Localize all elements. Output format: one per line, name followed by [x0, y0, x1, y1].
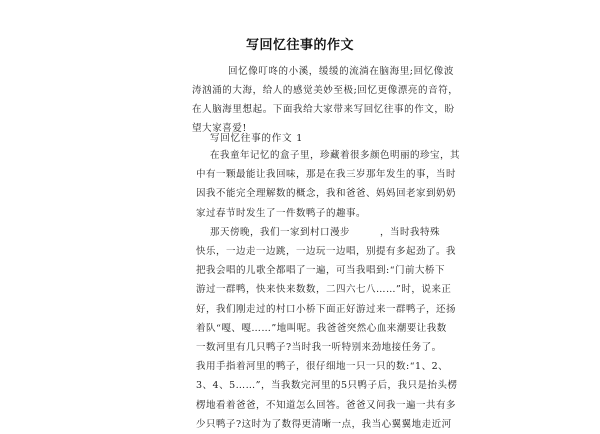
body-line: 我用手指着河里的鸭子，很仔细地一只一只的数:“1、2、: [196, 361, 449, 373]
body-line: 少只鸭子?这时为了数得更清晰一点，我当心翼翼地走近河: [196, 418, 452, 430]
body-line: 把我会唱的儿歌全都唱了一遍，可当我唱到:“门前大桥下: [196, 265, 446, 277]
body-line: 因我不能完全理解数的概念，我和爸爸、妈妈回老家到奶奶: [196, 188, 457, 200]
body-line: 在我童年记忆的盒子里，珍藏着很多颜色明丽的珍宝，其: [210, 150, 461, 161]
body-line: 快乐，一边走一边跳，一边玩一边唱，别提有多起劲了。我: [196, 246, 457, 258]
body-line: 那天傍晚，我们一家到村口漫步 ，当时我特殊: [210, 226, 441, 238]
essay-body: [196, 146, 461, 434]
body-line: 一数河里有几只鸭子?当时我一听特别来劲地接任务了。: [196, 342, 442, 354]
body-line: 游过一群鸭，快来快来数数，二四六七八……”时，说来正: [196, 284, 452, 296]
section-heading: 写回忆往事的作文 1: [210, 133, 304, 144]
body-line: 好，我们刚走过的村口小桥下面正好游过来一群鸭子，还扬: [196, 303, 457, 315]
body-line: 中有一颗最能让我回味，那是在我三岁那年发生的事，当时: [196, 169, 457, 181]
body-line: 3、4、5……”，当我数完河里的5只鸭子后，我只是抬头楞: [196, 380, 458, 392]
intro-line: 回忆像叮咚的小溪，缓缓的流淌在脑海里;回忆像波: [228, 66, 455, 77]
body-line: 着队“嘎、嘎……”地叫呢。我爸爸突然心血来潮要让我数: [196, 322, 447, 334]
body-line: 楞地看着爸爸，不知道怎么回答。爸爸又问我一遍一共有多: [196, 399, 457, 411]
intro-line: 在人脑海里想起。下面我给大家带来写回忆往事的作文，盼: [192, 104, 455, 115]
document-title: 写回忆往事的作文: [245, 38, 354, 53]
intro-paragraph: [192, 62, 459, 138]
intro-line: 涛汹涌的大海，给人的感觉美妙至极;回忆更像漂亮的音符，: [192, 85, 459, 96]
body-line: 家过春节时发生了一件数鸭子的趣事。: [196, 207, 367, 219]
intro-line: 望大家喜爱!: [192, 123, 247, 134]
